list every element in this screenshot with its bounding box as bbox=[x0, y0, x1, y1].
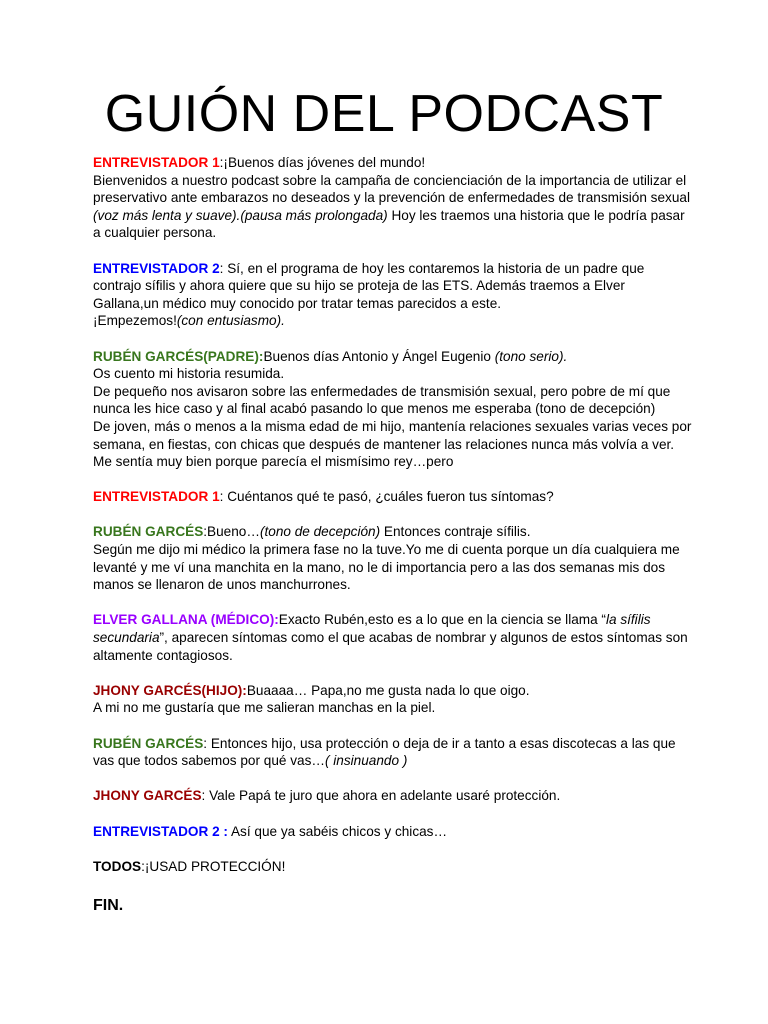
speaker-name: JHONY GARCÉS(HIJO): bbox=[93, 682, 247, 698]
dialogue-block bbox=[93, 260, 693, 330]
speaker-name: TODOS bbox=[93, 858, 142, 874]
page-title: GUIÓN DEL PODCAST bbox=[104, 85, 664, 143]
speaker-name: ENTREVISTADOR 1 bbox=[93, 489, 220, 505]
podcast-script bbox=[93, 154, 693, 893]
dialogue-text: : Cuéntanos qué te pasó, ¿cuáles fueron tus síntomas? bbox=[219, 489, 554, 505]
dialogue-text: Buaaaa… Papa,no me gusta nada lo que oigo. bbox=[246, 682, 530, 698]
dialogue-text: Según me dijo mi médico la primera fase no la tuve.Yo me di cuenta porque un día cualquiera me levanté y me ví una manchita en la mano, no le di importancia pero a las dos semanas mis dos manos se llenaron de unos manchurrones. bbox=[93, 542, 680, 593]
speaker-name: RUBÉN GARCÉS bbox=[93, 524, 204, 540]
dialogue-text: :¡USAD PROTECCIÓN! bbox=[141, 858, 286, 874]
dialogue-text: :Bueno… bbox=[203, 524, 260, 540]
stage-direction: (tono de decepción) bbox=[259, 524, 381, 540]
speaker-name: ENTREVISTADOR 2 : bbox=[93, 823, 228, 839]
stage-direction: (voz más lenta y suave).(pausa más prolongada) bbox=[93, 207, 388, 223]
dialogue-text: : Entonces hijo, usa protección o deja de ir a tanto a esas discotecas a las que vas que todos sabemos por qué vas… bbox=[93, 735, 676, 769]
stage-direction: (tono serio). bbox=[494, 348, 568, 364]
speaker-name: ENTREVISTADOR 2 bbox=[93, 260, 220, 276]
dialogue-block bbox=[93, 682, 693, 717]
speaker-name: ENTREVISTADOR 1 bbox=[93, 155, 220, 170]
dialogue-text: ¡Empezemos! bbox=[93, 313, 177, 329]
dialogue-text: Entonces contraje sífilis. bbox=[380, 524, 531, 540]
stage-direction: la sífilis secundaria bbox=[93, 612, 651, 646]
speaker-name: RUBÉN GARCÉS bbox=[93, 735, 204, 751]
stage-direction: ( insinuando ) bbox=[324, 753, 408, 769]
dialogue-block bbox=[93, 823, 693, 841]
dialogue-text: : Sí, en el programa de hoy les contaremos la historia de un padre que contrajo sífilis y ahora quiere que su hijo se proteja de las ETS. Además traemos a Elver Gallana,un médico muy conocido por tratar temas parecidos a este. bbox=[93, 260, 645, 311]
dialogue-block bbox=[93, 787, 693, 805]
dialogue-text: De joven, más o menos a la misma edad de mi hijo, mantenía relaciones sexuales varias veces por semana, en fiestas, con chicas que después de mantener las relaciones nunca más volvía a ver. Me sentía muy bien porque parecía el mismísimo rey…pero bbox=[93, 418, 692, 470]
dialogue-block bbox=[93, 488, 693, 506]
dialogue-text: Os cuento mi historia resumida. bbox=[93, 366, 285, 382]
dialogue-text: : Vale Papá te juro que ahora en adelante usaré protección. bbox=[201, 788, 561, 804]
dialogue-text: ”, aparecen síntomas como el que acabas de nombrar y algunos de estos síntomas son altamente contagiosos. bbox=[93, 630, 688, 663]
dialogue-text: Bienvenidos a nuestro podcast sobre la campaña de concienciación de la importancia de utilizar el preservativo ante embarazos no deseados y la prevención de enfermedades de transmisión sexual bbox=[93, 172, 690, 206]
dialogue-block bbox=[93, 735, 693, 770]
dialogue-block bbox=[93, 154, 693, 242]
dialogue-text: Así que ya sabéis chicos y chicas… bbox=[227, 823, 448, 839]
speaker-name: RUBÉN GARCÉS(PADRE): bbox=[93, 348, 264, 364]
dialogue-block bbox=[93, 348, 693, 471]
end-marker: FIN. bbox=[93, 897, 124, 914]
dialogue-text: Hoy les traemos una historia que le podría pasar a cualquier persona. bbox=[93, 207, 685, 241]
stage-direction: (con entusiasmo). bbox=[176, 313, 285, 329]
speaker-name: JHONY GARCÉS bbox=[93, 788, 202, 804]
dialogue-text: A mi no me gustaría que me salieran manchas en la piel. bbox=[93, 700, 436, 716]
dialogue-text: :¡Buenos días jóvenes del mundo! bbox=[219, 155, 426, 170]
dialogue-block bbox=[93, 523, 693, 593]
dialogue-text: Exacto Rubén,esto es a lo que en la ciencia se llama “ bbox=[278, 612, 606, 628]
dialogue-text: De pequeño nos avisaron sobre las enfermedades de transmisión sexual, pero pobre de mí que nunca les hice caso y al final acabó pasando lo que menos me esperaba (tono de decepción) bbox=[93, 383, 671, 417]
speaker-name: ELVER GALLANA (MÉDICO): bbox=[93, 612, 279, 628]
dialogue-text: Buenos días Antonio y Ángel Eugenio bbox=[263, 348, 495, 364]
dialogue-block bbox=[93, 611, 693, 664]
dialogue-block bbox=[93, 858, 693, 876]
